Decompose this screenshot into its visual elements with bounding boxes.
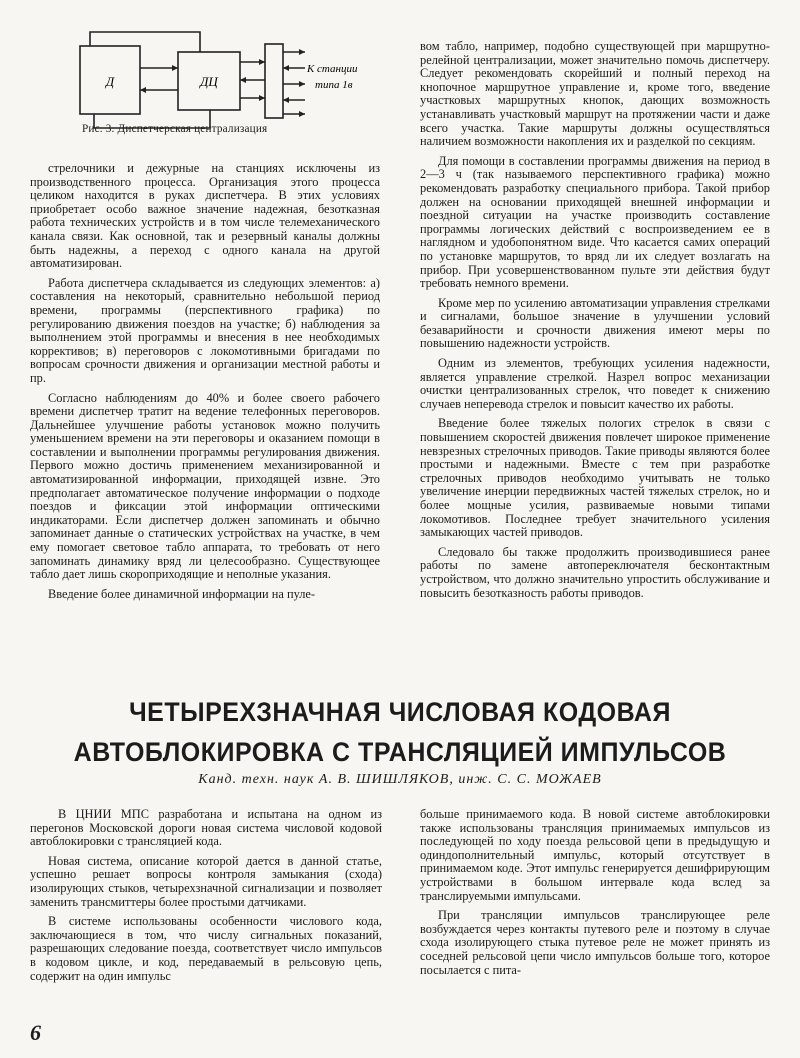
paragraph: Работа диспетчера складывается из следующих элементов: а) составления на некоторый, сравнительно небольшой период времени, программы (перспективного графика) по регулированию движения поездов на участке; б) наблюдения за выполнением этой программы и внесения в нее необходимых коррективов; в) переговоров с локомотивными бригадами по вопросам срочности движения и организации местной работы и пр. xyxy=(30,275,380,385)
paragraph: Введение более тяжелых пологих стрелок в связи с повышением скоростей движения повлечет широкое применение невзрезных стрелочных приводов. Такие приводы являются более простыми и надежными. Вместе с тем при разработке стрелочных приводов необходимо учитывать не только увеличение инерции передвижных частей тяжелых стрелок, но и более мощные усилия, развиваемые новыми типами локомотивов. Последнее требует значительного усиления замыкающих частей приводов. xyxy=(420,416,770,540)
paragraph: В системе использованы особенности числового кода, заключающиеся в том, что числу сигнальных показаний, разрешающих следование поезда, соответствует число импульсов в кодовом цикле, и код, передаваемый в рельсовую цепь, содержит на один импульс xyxy=(30,914,382,983)
article-title-line: АВТОБЛОКИРОВКА С ТРАНСЛЯЦИЕЙ ИМПУЛЬСОВ xyxy=(73,737,727,768)
paragraph: Следовало бы также продолжить производившиеся ранее работы по замене автопереключателя бесконтактным устройством, что должно значительно упростить обслуживание и повысить безотказность работы приводов. xyxy=(420,544,770,600)
paragraph: При трансляции импульсов транслирующее реле возбуждается через контакты путевого реле и поэтому в случае схода изолирующего стыка путевое реле не может принять из соседней рельсовой цепи число импульсов больше того, которое посылается с пита- xyxy=(420,908,770,977)
station-label-1: К станции xyxy=(307,63,358,75)
article-title-line: ЧЕТЫРЕХЗНАЧНАЯ ЧИСЛОВАЯ КОДОВАЯ xyxy=(129,697,671,728)
paragraph: В ЦНИИ МПС разработана и испытана на одном из перегонов Московской дороги новая система числовой кодовой автоблокировки с трансляцией кода. xyxy=(30,807,382,849)
column-bottom-left xyxy=(30,808,382,983)
page-number: 6 xyxy=(30,1020,41,1045)
paragraph: стрелочники и дежурные на станциях исключены из производственного процесса. Организация этого процесса целиком находится в руках диспетчера. В этих условиях приобретает особо важное значение надежная, безотказная работа технических устройств и в том числе телемеханического канала связи. Как основной, так и резервный каналы должны быть надежны, а переход с одного канала на другой автоматизирован. xyxy=(30,161,380,271)
station-label-2: типа 1в xyxy=(315,79,353,91)
paragraph: больше принимаемого кода. В новой системе автоблокировки также использованы трансляция принимаемых импульсов из последующей по ходу поезда рельсовой цепи в предыдущую и одиндополнительный импульс, который отсутствует в принимаемом коде. Этот импульс генерируется дешифрирующим устройствами в большом интервале кода вслед за транслируемыми импульсами. xyxy=(420,807,770,903)
paragraph: Кроме мер по усилению автоматизации управления стрелками и сигналами, большое значение в улучшении условий безаварийности и срочности движения имеют меры по повышению надежности устройств. xyxy=(420,295,770,351)
paragraph: Введение более динамичной информации на пуле- xyxy=(48,586,316,601)
paragraph: Одним из элементов, требующих усиления надежности, является управление стрелкой. Назрел вопрос механизации очистки централизованных стрелок, что поведет к снижению случаев неперевода стрелок и повысит качество их работы. xyxy=(420,356,770,411)
article-title xyxy=(0,693,800,773)
paragraph: вом табло, например, подобно существующей при маршрутно-релейной централизации, может значительно помочь диспетчеру. Следует рекомендовать скорейший и полный переход на кнопочное маршрутное управление и, кроме того, введение участковых маршрутных кнопок, дающих возможность устанавливать участковый маршрут на протяжении части и даже всего участка. Такие маршруты должны осуществляться наличием возможности накопления их и разделкой по секциям. xyxy=(420,39,770,149)
line-bus xyxy=(265,44,283,118)
paragraph: Новая система, описание которой дается в данной статье, успешно решает вопросы контроля замыкания (схода) изолирующих стыков, четырехзначной сигнализации и позволяет заменить трансмиттеры более простыми датчиками. xyxy=(30,853,382,909)
article-authors: Канд. техн. наук А. В. ШИШЛЯКОВ, инж. С. С. МОЖАЕВ xyxy=(198,772,602,787)
paragraph: Согласно наблюдениям до 40% и более своего рабочего времени диспетчер тратит на ведение телефонных переговоров. Дальнейшее улучшение работы установок можно получить уменьшением времени на эти переговоры и оказанием помощи в составлении и выполнении программы регулирования движения. Первого можно достичь применением механизированной и автоматизированной информации, приходящей извне. Это предполагает автоматическое получение информации о подходе поездов и фиксации этой информации оптическими индикаторами. Если диспетчер должен запоминать и обычно запоминает данные о статических устройствах на участке, в чем ему помогает световое табло аппарата, то требовать от него запоминать динамику вряд ли целесообразно. Существующее табло дает лишь скороприходящие и неполные указания. xyxy=(30,390,380,582)
block-d-label: Д xyxy=(105,74,115,89)
paragraph: Для помощи в составлении программы движения на период в 2—3 ч (так называемого перспективного графика) можно рекомендовать разработку специального прибора. Такой прибор должен на основании приходящей внешней информации и поездной ситуации на участке производить составление программы логических действий с воспроизведением ее в наглядном и удобопонятном виде. Что касается самих операций по установке маршрутов, то вряд ли их следует возлагать на прибор. При усовершенствованном пульте эти действия будут требовать немного времени. xyxy=(420,153,770,291)
column-top-right xyxy=(420,40,770,600)
column-bottom-right xyxy=(420,808,770,977)
block-dc-label: ДЦ xyxy=(200,74,218,89)
column-top-left xyxy=(30,162,380,601)
figure-caption: Рис. 3. Диспетчерская централизация xyxy=(82,123,268,135)
